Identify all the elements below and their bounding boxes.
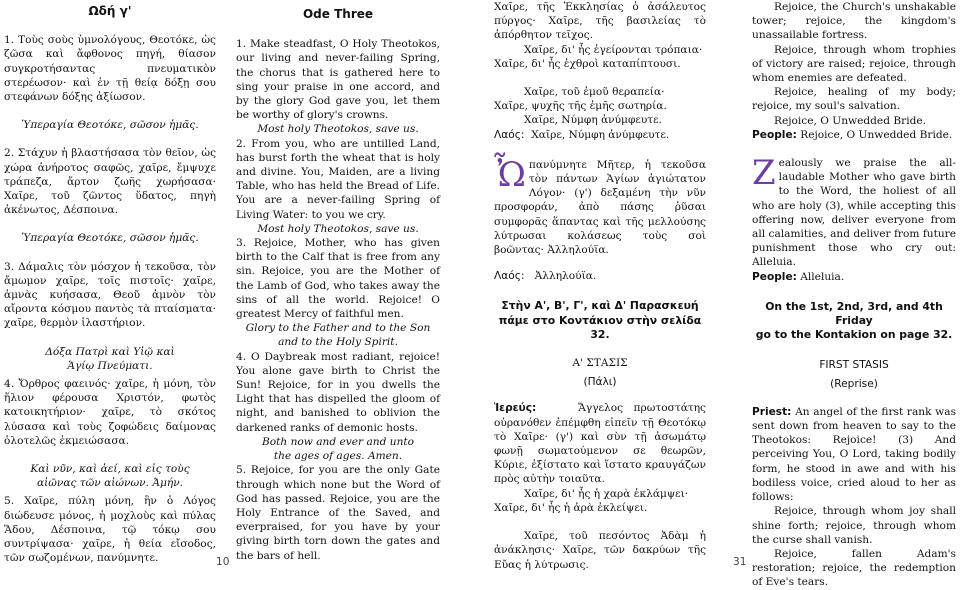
chairetismos-line-1: Χαῖρε, δι' ἧς ἐγείρονται τρόπαια·: [524, 43, 703, 56]
kontakion-english: [752, 153, 956, 270]
priest-text: An angel of the first rank was sent down from heaven to say to the Theotokos: Rejoice! (3) And perceiving You, O Lord, taking bodily form, he stood in awe and with his bodiless voice, cried aloud to her as follows:: [752, 405, 957, 504]
chairetismos-line-4: Χαῖρε, ψυχῆς τῆς ἐμῆς σωτηρία.: [494, 100, 667, 113]
kontakion-greek: [494, 154, 706, 257]
glory-line-2: and to the Holy Spirit.: [278, 336, 398, 349]
troparion-4-greek: 4. Ὄρθρος φαεινός· χαῖρε, ἡ μόνη, τὸν ἥλιον φέρουσα Χριστόν, φωτὸς κατοικητήριον· χαῖρε, τὸ σκότος λύσασα καὶ τοὺς ζοφώδεις δαίμονας ὁλοτελῶς ἐκμειώσασα.: [4, 378, 216, 447]
priest-verse: [752, 405, 956, 504]
rejoice-trophies: Rejoice, through whom trophies of victory are raised; rejoice, through whom enemies are defeated.: [752, 43, 956, 85]
stasis-heading-greek: [494, 356, 706, 389]
ierefs-verse: [494, 401, 706, 486]
laos-response-1: [494, 128, 706, 142]
both-now-line-2: the ages of ages. Amen.: [273, 450, 403, 463]
troparion-3-english: 3. Rejoice, Mother, who has given birth to the Calf that is free from any sin. Rejoice, you are the Mother of the Lamb of God, who takes away the sins of all the world. Rejoice! O greatest Mercy of faithful men.: [236, 237, 440, 321]
doxa-line-2: Ἁγίῳ Πνεύματι.: [67, 359, 153, 372]
people-text-1: Rejoice, O Unwedded Bride.: [800, 128, 953, 141]
laos-text-1: Χαῖρε, Νύμφη ἀνύμφευτε.: [531, 128, 670, 141]
page-number-right: 31: [733, 556, 747, 568]
dropcap-omega: Ὦ: [494, 154, 526, 195]
greek-column-left: [0, 0, 222, 566]
troparion-2-greek: 2. Στάχυν ἡ βλαστήσασα τὸν θεῖον, ὡς χώρα ἀνήροτος σαφῶς, χαῖρε, ἔμψυχε τράπεζα, ἄρτον ζωῆς χωρήσασα· Χαῖρε, τοῦ ζῶντος ὕδατος, πηγὴ ἀκένωτος, Δέσποινα.: [4, 147, 216, 217]
rejoice-unwedded: Rejoice, O Unwedded Bride.: [774, 114, 927, 127]
chairetismos-line-6: Χαῖρε, δι' ἧς ἡ χαρὰ ἐκλάμψει·: [524, 487, 689, 500]
english-column-right: [748, 0, 960, 590]
priest-label: Priest:: [752, 405, 792, 418]
rejoice-joy: Rejoice, through whom joy shall shine forth; rejoice, through whom the curse shall vanish.: [752, 505, 956, 546]
friday-note-greek: [494, 299, 706, 342]
doxa-line-1: Δόξα Πατρὶ καὶ Υἱῷ καὶ: [45, 345, 175, 358]
rejoice-adam: Rejoice, fallen Adam's restoration; rejoice, the redemption of Eve's tears.: [752, 547, 956, 589]
kontakion-text-english: ealously we praise the all-laudable Mother who gave birth to the Word, the holiest of all who are holy (3), while accepting this offering now, deliver everyone from all calamities, and deliver from future punishment those who cry out: Alleluia.: [752, 157, 956, 269]
people-response-1: [752, 128, 956, 142]
people-response-2: [752, 270, 956, 284]
ode-title-english: Ode Three: [302, 7, 374, 21]
friday-note-greek-line-1: Στὴν Α', Β', Γ', καὶ Δ' Παρασκευή: [501, 299, 699, 313]
chairetismos-top-greek: Χαῖρε, τῆς Ἐκκλησίας ὁ ἀσάλευτος πύργος· Χαῖρε, τῆς βασιλείας τὸ ἀπόρθητον τεῖχος.: [494, 1, 706, 42]
both-now-line-1: Both now and ever and unto: [261, 435, 415, 448]
laos-text-2: Ἀλληλούϊα.: [534, 270, 597, 283]
chairetismos-line-5: Χαῖρε, Νύμφη ἀνύμφευτε.: [524, 114, 663, 127]
laos-label-1: Λαός:: [494, 128, 525, 141]
kontakion-text-greek: πανύμνητε Μῆτερ, ἡ τεκοῦσα τὸν πάντων Ἁγίων ἁγιώτατον Λόγον· (γ') δεξαμένη τὴν νῦν προσφοράν, ἀπὸ πάσης ῥῦσαι συμφορᾶς ἅπαντας καὶ τῆς μελλούσης λύτρωσαι κολάσεως τοὺς σοὶ βοῶντας· Ἀλληλούϊα.: [494, 158, 706, 257]
troparion-1-greek: 1. Τοὺς σοὺς ὑμνολόγους, Θεοτόκε, ὡς ζῶσα καὶ ἄφθονος πηγή, θίασον συγκροτήσαντας πνευματικὸν στερέωσον· καὶ ἐν τῇ θείᾳ δόξῃ σου στεφάνων δόξης ἀξίωσον.: [4, 34, 216, 104]
ode-title-greek: Ωδή γ': [88, 4, 132, 18]
troparion-5-greek: 5. Χαῖρε, πύλη μόνη, ἣν ὁ Λόγος διώδευσε μόνος, ἡ μοχλοὺς καὶ πύλας Ἅδου, Δέσποινα, τῷ τόκῳ σου συντρίψασα· χαῖρε, ἡ θεία εἴσοδος, τῶν σωζομένων, πανύμνητε.: [4, 495, 216, 565]
laos-response-2: [494, 269, 706, 283]
ierefs-label: Ἱερεύς:: [494, 402, 537, 415]
friday-note-english: [752, 300, 956, 343]
stasis-title-english: FIRST STASIS: [819, 359, 889, 372]
kai-nyn-line-2: αἰῶνας τῶν αἰώνων. Ἀμήν.: [36, 477, 184, 490]
troparion-1-english: 1. Make steadfast, O Holy Theotokos, our living and never-failing Spring, the chorus that is gathered here to sing your praise in one accord, and by the glory God gave you, let them be worthy of glory's crowns.: [236, 38, 440, 122]
people-label-2: People:: [752, 270, 797, 283]
english-column-left: [232, 0, 444, 563]
kai-nyn-line-1: Καὶ νῦν, καὶ ἀεί, καὶ εἰς τοὺς: [30, 463, 190, 476]
friday-note-greek-line-2: πάμε στο Κοντάκιον στὴν σελίδα 32.: [498, 313, 702, 341]
people-label-1: People:: [752, 128, 797, 141]
troparion-2-english: 2. From you, who are untilled Land, has burst forth the wheat that is holy and divine. You, Maiden, are a living Table, who has held the Bread of Life. You are a never-failing Spring of Living Water: to you we cry.: [236, 137, 440, 221]
refrain-greek-1: Ὑπεραγία Θεοτόκε, σῶσον ἡμᾶς.: [21, 119, 199, 132]
page-number-left: 10: [216, 556, 230, 568]
troparion-5-english: 5. Rejoice, for you are the only Gate through which none but the Word of God has passed. Rejoice, you are the Holy Entrance of the Saved, and everpraised, for you have by your giving birth torn down the gates and the bars of hell.: [236, 464, 440, 562]
friday-note-english-line-1: On the 1st, 2nd, 3rd, and 4th Friday: [765, 299, 943, 328]
refrain-english-2: Most holy Theotokos, save us.: [257, 222, 419, 235]
chairetismos-line-2: Χαῖρε, δι' ἧς ἐχθροὶ καταπίπτουσι.: [494, 57, 681, 70]
greek-column-right: [482, 0, 710, 572]
glory-line-1: Glory to the Father and to the Son: [245, 322, 431, 335]
stasis-title-greek: Α' ΣΤΑΣΙΣ: [572, 357, 628, 370]
ierefs-text: Ἄγγελος πρωτοστάτης οὐρανόθεν ἐπέμφθη εἰπεῖν τῇ Θεοτόκῳ τὸ Χαῖρε· (γ') καὶ σὺν τῇ ἀσωμάτῳ φωνῇ σωματούμενον σε θεωρῶν, Κύριε, ἐξίστατο καὶ ἵστατο κραυγάζων πρὸς αὐτὴν τοιαῦτα.: [494, 402, 706, 486]
chairetismos-bottom-greek: Χαῖρε, τοῦ πεσόντος Ἀδὰμ ἡ ἀνάκλησις· Χαῖρε, τῶν δακρύων τῆς Εὔας ἡ λύτρωσις.: [494, 530, 706, 571]
stasis-heading-english: [752, 358, 956, 390]
chairetismos-line-3: Χαῖρε, τοῦ ἐμοῦ θεραπεία·: [524, 86, 665, 99]
stasis-subtitle-english: (Reprise): [830, 377, 878, 390]
chairetismos-line-7: Χαῖρε, δι' ἧς ἡ ἀρὰ ἐκλείψει.: [494, 501, 648, 514]
refrain-greek-2: Ὑπεραγία Θεοτόκε, σῶσον ἡμᾶς.: [21, 232, 199, 245]
people-text-2: Alleluia.: [800, 270, 845, 283]
refrain-english-1: Most holy Theotokos, save us.: [257, 123, 419, 136]
dropcap-z: Z: [752, 153, 776, 194]
laos-label-2: Λαός:: [494, 270, 525, 283]
friday-note-english-line-2: go to the Kontakion on page 32.: [755, 328, 953, 342]
troparion-3-greek: 3. Δάμαλις τὸν μόσχον ἡ τεκοῦσα, τὸν ἄμωμον χαῖρε, τοῖς πιστοῖς· χαῖρε, ἀμνὰς κυήσασα, Θεοῦ ἀμνὸν τὸν αἴροντα κόσμου παντὸς τὰ πταίσματα· χαῖρε, θερμὸν ἱλαστήριον.: [4, 260, 216, 330]
troparion-4-english: 4. O Daybreak most radiant, rejoice! You alone gave birth to Christ the Sun! Rejoice, for in you dwells the Light that has dispelled the gloom of night, and banished to oblivion the darkened ranks of demonic hosts.: [236, 350, 440, 434]
rejoice-tower: Rejoice, the Church's unshakable tower; rejoice, the kingdom's unassailable fortress.: [752, 1, 956, 42]
rejoice-healing: Rejoice, healing of my body; rejoice, my soul's salvation.: [752, 86, 956, 113]
stasis-subtitle-greek: (Πάλι): [583, 376, 617, 389]
